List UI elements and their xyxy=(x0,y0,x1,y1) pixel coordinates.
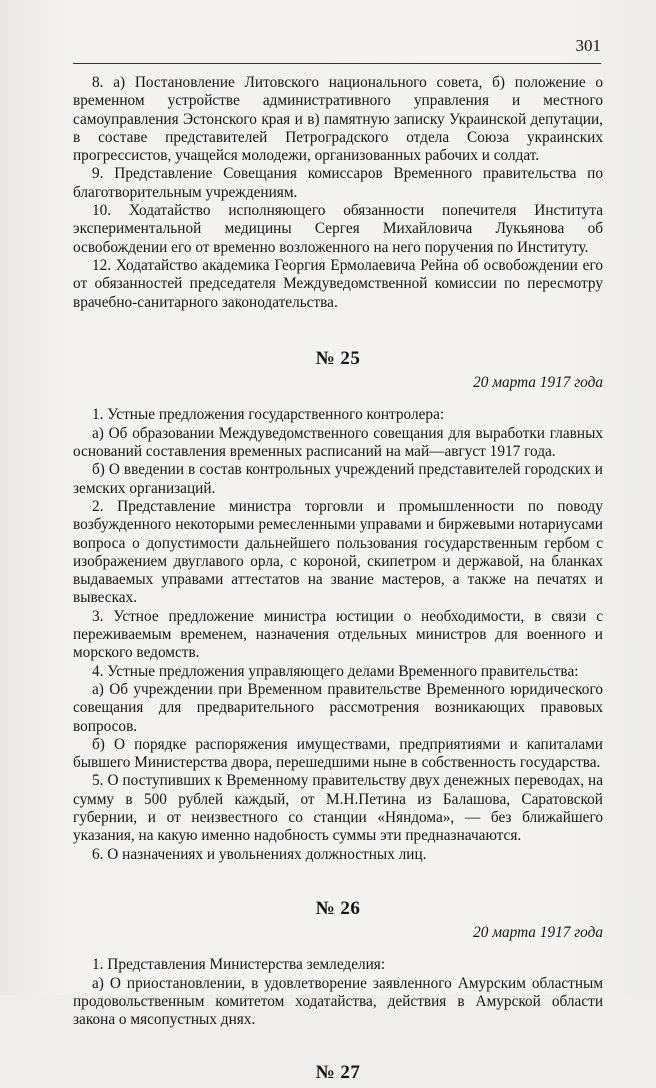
document-number: № 26 xyxy=(315,897,361,919)
paragraph: 3. Устное предложение министра юстиции о необходимости, в связи с переживаемым временем, назначения отдельных министров для военного и морского ведомств. xyxy=(73,607,603,662)
paragraph: 10. Ходатайство исполняющего обязанности попечителя Института экспериментальной медицины Сергея Михайловича Лукьянова об освобождении его от временно возложенного на него поручения по Институту. xyxy=(73,202,603,256)
paragraph: а) Об образовании Междуведомственного совещания для выработки главных оснований составления временных расписаний на май—август 1917 года. xyxy=(73,424,603,461)
paragraph: б) О введении в состав контрольных учреждений представителей городских и земских организаций. xyxy=(73,461,603,497)
paragraph: б) О порядке распоряжения имуществами, предприятиями и капиталами бывшего Министерства двора, перешедшими ныне в собственность государства. xyxy=(73,735,603,772)
paragraph: 1. Устные предложения государственного контролера: xyxy=(92,406,445,424)
paragraph: 1. Представления Министерства земледелия: xyxy=(92,956,386,974)
header-rule xyxy=(73,63,601,64)
document-number: № 27 xyxy=(315,1061,361,1083)
paragraph: 2. Представление министра торговли и промышленности по поводу возбужденного некоторыми ремесленными управами и биржевыми нотариусами вопроса о допустимости дальнейшего пользования государственным гербом с изображением двуглавого орла, с короной, скипетром и державой, на бланках выдаваемых управами аттестатов на звание мастеров, а также на печатях и вывесках. xyxy=(73,497,603,607)
paragraph: 5. О поступивших к Временному правительству двух денежных переводах, на сумму в 500 рублей каждый, от М.Н.Петина из Балашова, Саратовской губернии, и от неизвестного со станции «Няндома», — без ближайшего указания, на какую именно надобность суммы эти предназначаются. xyxy=(73,772,603,845)
page-header xyxy=(73,36,601,66)
document-date: 20 марта 1917 года xyxy=(473,374,603,392)
document-number: № 25 xyxy=(315,347,361,369)
paragraph: а) Об учреждении при Временном правительстве Временного юридического совещания для предварительного рассмотрения возникающих правовых вопросов. xyxy=(73,680,603,735)
paragraph: 6. О назначениях и увольнениях должностных лиц. xyxy=(92,845,427,863)
paragraph: а) О приостановлении, в удовлетворение заявленного Амурским областным продовольственным комитетом ходатайства, действия в Амурской области закона о мясопустных днях. xyxy=(73,974,603,1029)
paragraph: 9. Представление Совещания комиссаров Временного правительства по благотворительным учреждениям. xyxy=(73,165,603,201)
paragraph: 12. Ходатайство академика Георгия Ермолаевича Рейна об освобождении его от обязанностей председателя Междуведомственной комиссии по пересмотру врачебно-санитарного законодательства. xyxy=(73,256,603,311)
page-number: 301 xyxy=(575,36,601,55)
paragraph: 4. Устные предложения управляющего делами Временного правительства: xyxy=(92,662,579,680)
paragraph: 8. а) Постановление Литовского национального совета, б) положение о временном устройстве административного управления и местного самоуправления Эстонского края и в) памятную записку Украинской депутации, в составе представителей Петроградского отдела Союза украинских прогрессистов, учащейся молодежи, организованных рабочих и солдат. xyxy=(73,74,603,165)
document-date: 20 марта 1917 года xyxy=(473,924,603,942)
page-body xyxy=(73,74,603,1088)
